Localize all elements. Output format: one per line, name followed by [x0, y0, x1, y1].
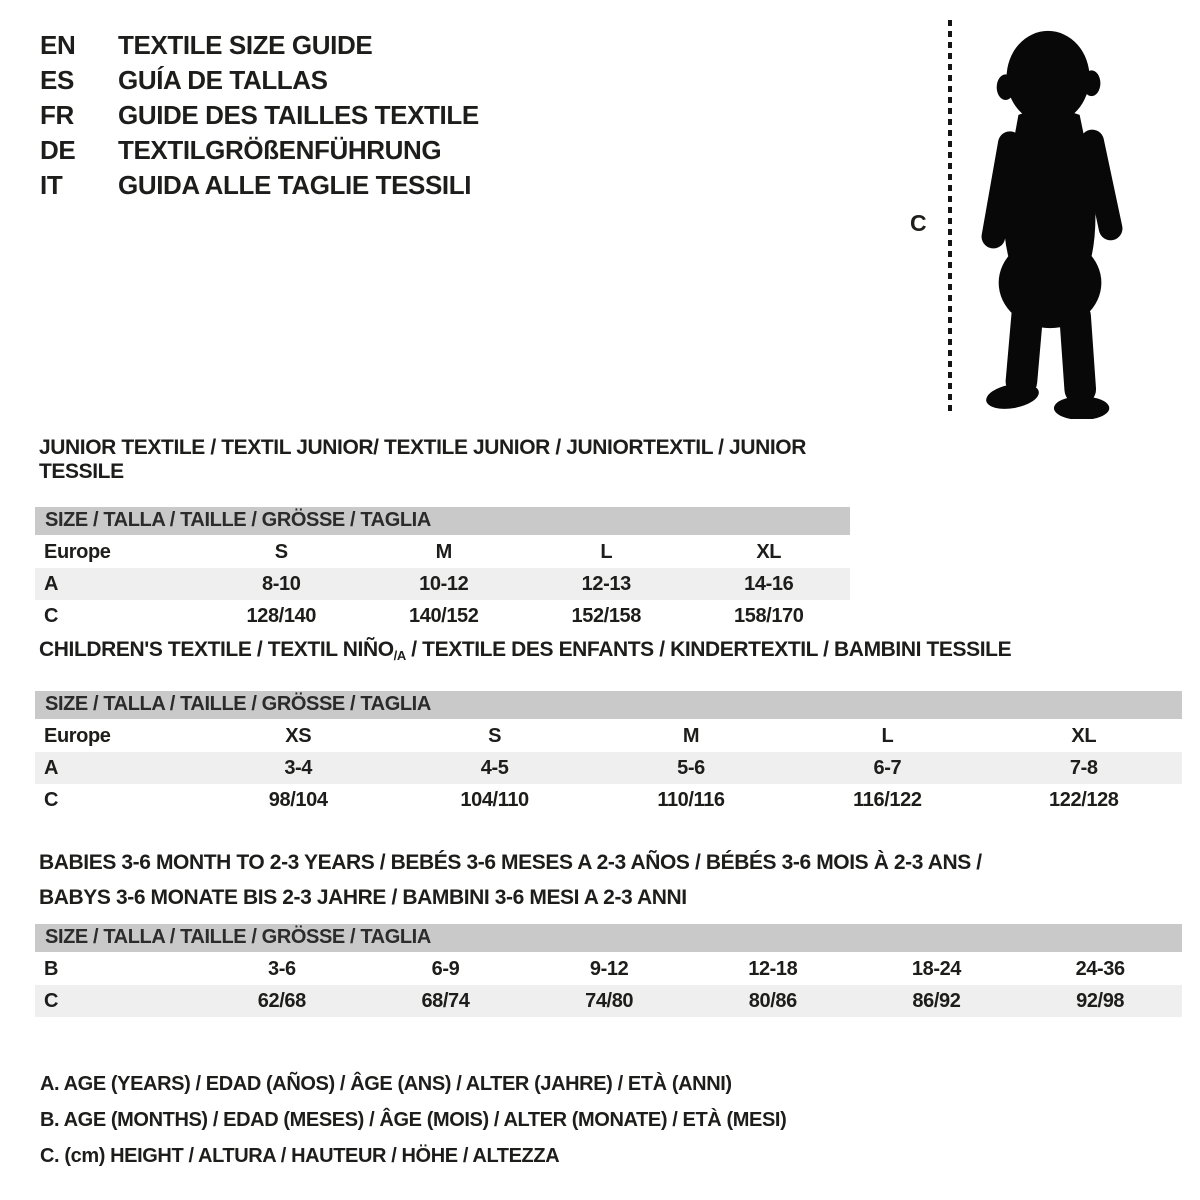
size-cell: 5-6 — [593, 752, 789, 784]
footnote-height-cm: C. (cm) HEIGHT / ALTURA / HAUTEUR / HÖHE / ALTEZZA — [40, 1145, 560, 1167]
size-cell: 80/86 — [691, 985, 855, 1017]
row-label: B — [44, 958, 59, 981]
junior-size-table — [35, 507, 850, 632]
row-label: C — [44, 788, 59, 811]
table-row-age — [35, 568, 850, 600]
size-cell: M — [435, 541, 452, 564]
size-cell: 122/128 — [1049, 788, 1119, 811]
row-label: C — [44, 604, 59, 627]
size-cell: 62/68 — [200, 985, 364, 1017]
children-title-sub: /A — [393, 648, 406, 663]
section-junior-textile — [35, 436, 850, 632]
size-cell: 92/98 — [1018, 985, 1182, 1017]
size-cell: 7-8 — [986, 752, 1182, 784]
row-label: A — [35, 752, 200, 784]
babies-title-line2: BABYS 3-6 MONATE BIS 2-3 JAHRE / BAMBINI 3-6 MESI A 2-3 ANNI — [39, 886, 687, 909]
height-dashed-line — [948, 20, 952, 416]
size-cell: 24-36 — [1075, 958, 1125, 981]
table-row-height — [35, 985, 1182, 1017]
section-title-children — [39, 638, 1182, 668]
language-row-fr — [40, 98, 479, 133]
language-row-it — [40, 168, 479, 203]
children-title-suffix: / TEXTILE DES ENFANTS / KINDERTEXTIL / BAMBINI TESSILE — [405, 638, 1012, 661]
language-code: IT — [40, 170, 63, 200]
guide-title: TEXTILE SIZE GUIDE — [118, 30, 373, 60]
language-code: ES — [40, 65, 74, 95]
size-cell: 3-4 — [200, 752, 396, 784]
size-cell: 6-7 — [789, 752, 985, 784]
table-row-height — [35, 600, 850, 632]
language-row-es — [40, 63, 479, 98]
size-cell: 98/104 — [268, 788, 328, 811]
footnote-age-years: A. AGE (YEARS) / EDAD (AÑOS) / ÂGE (ANS) / ALTER (JAHRE) / ETÀ (ANNI) — [40, 1073, 732, 1095]
size-cell: 6-9 — [431, 958, 460, 981]
row-label: Europe — [44, 541, 111, 564]
size-cell: 74/80 — [527, 985, 691, 1017]
size-cell: 18-24 — [911, 958, 962, 981]
table-row-age — [35, 752, 1182, 784]
size-cell: 4-5 — [396, 752, 592, 784]
size-cell: 158/170 — [734, 604, 804, 627]
size-header: SIZE / TALLA / TAILLE / GRÖSSE / TAGLIA — [35, 691, 1182, 720]
size-cell: M — [682, 725, 700, 748]
legend-footnotes — [40, 1066, 786, 1174]
size-cell: XL — [1071, 725, 1097, 748]
size-cell: S — [274, 541, 288, 564]
toddler-silhouette — [962, 24, 1142, 419]
size-cell: 140/152 — [409, 604, 479, 627]
footnote-age-months: B. AGE (MONTHS) / EDAD (MESES) / ÂGE (MOIS) / ALTER (MONATE) / ETÀ (MESI) — [40, 1109, 787, 1131]
language-code: FR — [40, 100, 74, 130]
size-cell: 86/92 — [855, 985, 1019, 1017]
size-header-row — [35, 507, 850, 536]
size-cell: 104/110 — [460, 788, 529, 811]
language-row-en — [40, 28, 479, 63]
size-cell: 8-10 — [200, 568, 363, 600]
section-babies-textile — [35, 845, 1182, 1017]
language-row-de — [40, 133, 479, 168]
size-cell: XS — [285, 725, 312, 748]
size-header-row — [35, 691, 1182, 720]
size-cell: L — [600, 541, 613, 564]
size-cell: L — [881, 725, 894, 748]
size-header: SIZE / TALLA / TAILLE / GRÖSSE / TAGLIA — [35, 507, 850, 536]
size-cell: 68/74 — [364, 985, 528, 1017]
language-code: DE — [40, 135, 76, 165]
size-cell: 128/140 — [246, 604, 316, 627]
size-cell: 9-12 — [589, 958, 629, 981]
size-cell: 110/116 — [657, 788, 725, 811]
size-cell: 10-12 — [363, 568, 526, 600]
language-code: EN — [40, 30, 76, 60]
section-children-textile — [35, 638, 1182, 816]
table-row-europe — [35, 720, 1182, 752]
size-cell: XL — [756, 541, 782, 564]
guide-title: GUIDE DES TAILLES TEXTILE — [118, 100, 479, 130]
size-cell: 3-6 — [267, 958, 296, 981]
size-header: SIZE / TALLA / TAILLE / GRÖSSE / TAGLIA — [35, 924, 1182, 953]
babies-size-table — [35, 924, 1182, 1017]
size-cell: 12-13 — [525, 568, 688, 600]
row-label: A — [35, 568, 200, 600]
guide-title: GUÍA DE TALLAS — [118, 65, 328, 95]
babies-title-line1: BABIES 3-6 MONTH TO 2-3 YEARS / BEBÉS 3-6 MESES A 2-3 AÑOS / BÉBÉS 3-6 MOIS À 2-3 ANS / — [39, 851, 982, 874]
guide-title: GUIDA ALLE TAGLIE TESSILI — [118, 170, 472, 200]
size-cell: 152/158 — [571, 604, 641, 627]
size-cell: 12-18 — [748, 958, 798, 981]
section-title-babies — [39, 845, 1182, 915]
size-cell: 116/122 — [853, 788, 922, 811]
guide-title: TEXTILGRÖßENFÜHRUNG — [118, 135, 442, 165]
section-title-junior: JUNIOR TEXTILE / TEXTIL JUNIOR/ TEXTILE JUNIOR / JUNIORTEXTIL / JUNIOR TESSILE — [39, 436, 806, 483]
table-row-months — [35, 953, 1182, 985]
table-row-height — [35, 784, 1182, 816]
size-cell: S — [488, 725, 502, 748]
language-title-list — [40, 28, 479, 203]
children-title-prefix: CHILDREN'S TEXTILE / TEXTIL NIÑO — [39, 638, 394, 661]
size-cell: 14-16 — [688, 568, 851, 600]
row-label: C — [35, 985, 200, 1017]
toddler-figure — [898, 14, 1160, 422]
row-label: Europe — [44, 725, 111, 748]
children-size-table — [35, 691, 1182, 816]
size-header-row — [35, 924, 1182, 953]
table-row-europe — [35, 536, 850, 568]
height-measure-label: C — [910, 210, 927, 236]
